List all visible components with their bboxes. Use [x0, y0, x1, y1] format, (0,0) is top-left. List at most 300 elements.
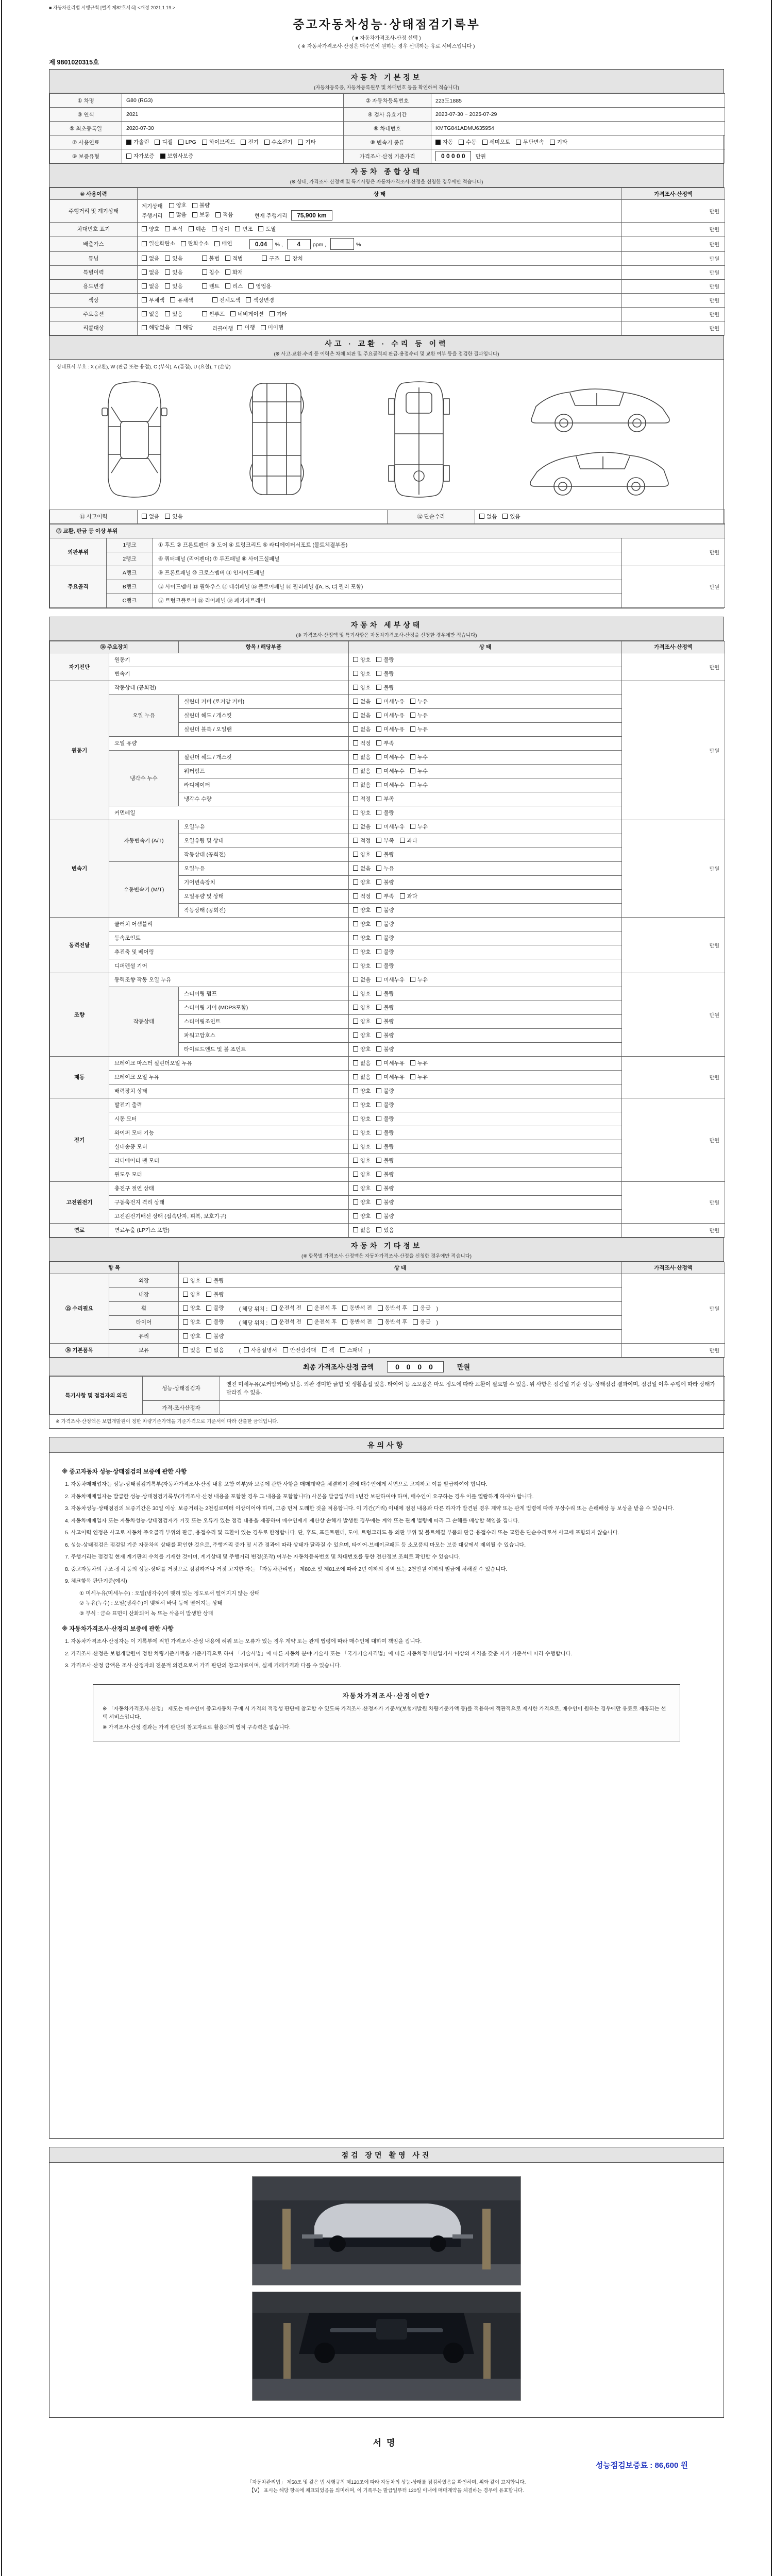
checkbox-box[interactable] — [142, 325, 147, 330]
checkbox-option[interactable] — [376, 878, 394, 886]
checkbox-box[interactable] — [340, 1347, 345, 1352]
checkbox-option[interactable] — [353, 837, 371, 844]
checkbox-box[interactable] — [376, 893, 381, 899]
checkbox-option[interactable] — [183, 1346, 200, 1354]
checkbox-option[interactable] — [192, 201, 210, 209]
checkbox-option[interactable] — [376, 837, 394, 844]
checkbox-box[interactable] — [376, 991, 381, 996]
checkbox-option[interactable] — [189, 225, 206, 233]
checkbox-box[interactable] — [353, 1116, 358, 1121]
checkbox-box[interactable] — [353, 866, 358, 871]
checkbox-option[interactable] — [376, 767, 405, 775]
checkbox-option[interactable] — [165, 268, 182, 276]
checkbox-box[interactable] — [165, 514, 170, 519]
checkbox-box[interactable] — [202, 269, 207, 275]
checkbox-box[interactable] — [353, 907, 358, 912]
checkbox-box[interactable] — [410, 1074, 415, 1079]
checkbox-box[interactable] — [378, 1306, 383, 1311]
checkbox-box[interactable] — [353, 1019, 358, 1024]
checkbox-box[interactable] — [376, 963, 381, 968]
checkbox-option[interactable] — [376, 781, 405, 789]
checkbox-option[interactable] — [516, 138, 544, 146]
checkbox-box[interactable] — [376, 977, 381, 982]
checkbox-box[interactable] — [225, 283, 230, 289]
checkbox-box[interactable] — [353, 879, 358, 885]
checkbox-box[interactable] — [244, 1347, 249, 1352]
checkbox-box[interactable] — [261, 325, 266, 330]
checkbox-option[interactable] — [376, 934, 394, 942]
checkbox-option[interactable] — [376, 1031, 394, 1039]
checkbox-box[interactable] — [376, 1005, 381, 1010]
checkbox-option[interactable] — [482, 138, 511, 146]
checkbox-box[interactable] — [376, 671, 381, 676]
checkbox-box[interactable] — [264, 140, 270, 145]
checkbox-box[interactable] — [376, 1172, 381, 1177]
checkbox-box[interactable] — [215, 212, 221, 217]
checkbox-box[interactable] — [410, 726, 415, 732]
checkbox-option[interactable] — [353, 823, 371, 831]
checkbox-box[interactable] — [353, 935, 358, 940]
checkbox-option[interactable] — [183, 1291, 200, 1298]
checkbox-option[interactable] — [400, 892, 417, 900]
checkbox-option[interactable] — [206, 1304, 224, 1312]
checkbox-option[interactable] — [126, 138, 149, 146]
checkbox-box[interactable] — [353, 1074, 358, 1079]
checkbox-box[interactable] — [376, 1032, 381, 1038]
checkbox-option[interactable] — [206, 1346, 224, 1354]
checkbox-box[interactable] — [206, 1333, 211, 1338]
checkbox-option[interactable] — [235, 225, 253, 233]
checkbox-box[interactable] — [353, 796, 358, 801]
checkbox-option[interactable] — [183, 1332, 200, 1340]
checkbox-box[interactable] — [376, 1116, 381, 1121]
checkbox-option[interactable] — [283, 1346, 316, 1354]
checkbox-option[interactable] — [353, 865, 371, 872]
checkbox-box[interactable] — [142, 269, 147, 275]
checkbox-box[interactable] — [376, 1130, 381, 1135]
checkbox-option[interactable] — [142, 296, 164, 304]
checkbox-option[interactable] — [272, 1304, 301, 1312]
checkbox-option[interactable] — [353, 781, 371, 789]
checkbox-box[interactable] — [353, 685, 358, 690]
checkbox-option[interactable] — [376, 1184, 394, 1192]
checkbox-box[interactable] — [283, 1347, 288, 1352]
checkbox-box[interactable] — [376, 935, 381, 940]
checkbox-option[interactable] — [202, 310, 225, 318]
checkbox-option[interactable] — [165, 225, 182, 233]
checkbox-box[interactable] — [353, 1185, 358, 1191]
checkbox-option[interactable] — [376, 990, 394, 997]
checkbox-box[interactable] — [353, 740, 358, 745]
checkbox-box[interactable] — [183, 1319, 188, 1325]
checkbox-option[interactable] — [376, 711, 405, 719]
checkbox-box[interactable] — [376, 866, 381, 871]
checkbox-option[interactable] — [178, 139, 196, 145]
checkbox-box[interactable] — [353, 1158, 358, 1163]
checkbox-option[interactable] — [225, 255, 243, 262]
checkbox-option[interactable] — [353, 851, 371, 858]
checkbox-box[interactable] — [142, 226, 147, 231]
checkbox-box[interactable] — [235, 226, 240, 231]
checkbox-option[interactable] — [353, 1157, 371, 1164]
checkbox-box[interactable] — [165, 256, 170, 261]
checkbox-option[interactable] — [410, 1073, 428, 1081]
checkbox-option[interactable] — [376, 1212, 394, 1220]
checkbox-option[interactable] — [376, 725, 405, 733]
checkbox-box[interactable] — [376, 1074, 381, 1079]
checkbox-option[interactable] — [376, 920, 394, 928]
checkbox-box[interactable] — [376, 921, 381, 926]
checkbox-option[interactable] — [410, 823, 428, 831]
checkbox-box[interactable] — [142, 514, 147, 519]
checkbox-option[interactable] — [248, 282, 271, 290]
checkbox-option[interactable] — [202, 268, 220, 276]
checkbox-option[interactable] — [376, 753, 405, 761]
checkbox-box[interactable] — [353, 921, 358, 926]
checkbox-box[interactable] — [550, 140, 555, 145]
checkbox-box[interactable] — [202, 256, 207, 261]
checkbox-option[interactable] — [378, 1318, 408, 1326]
checkbox-option[interactable] — [353, 656, 371, 664]
checkbox-option[interactable] — [550, 138, 567, 146]
checkbox-option[interactable] — [376, 962, 394, 970]
checkbox-box[interactable] — [353, 1172, 358, 1177]
checkbox-option[interactable] — [307, 1304, 337, 1312]
checkbox-option[interactable] — [246, 296, 274, 304]
checkbox-option[interactable] — [322, 1346, 334, 1354]
checkbox-box[interactable] — [353, 824, 358, 829]
checkbox-option[interactable] — [183, 1277, 200, 1284]
checkbox-box[interactable] — [189, 226, 194, 231]
checkbox-option[interactable] — [353, 1198, 371, 1206]
checkbox-option[interactable] — [502, 513, 520, 520]
checkbox-box[interactable] — [376, 1144, 381, 1149]
checkbox-option[interactable] — [170, 296, 193, 304]
checkbox-option[interactable] — [376, 698, 405, 705]
checkbox-box[interactable] — [206, 1306, 211, 1311]
checkbox-box[interactable] — [285, 256, 290, 261]
checkbox-box[interactable] — [353, 1046, 358, 1052]
checkbox-option[interactable] — [353, 725, 371, 733]
checkbox-option[interactable] — [142, 240, 175, 247]
checkbox-option[interactable] — [376, 809, 394, 817]
checkbox-box[interactable] — [142, 241, 147, 246]
checkbox-box[interactable] — [410, 824, 415, 829]
checkbox-option[interactable] — [307, 1318, 337, 1326]
checkbox-box[interactable] — [353, 893, 358, 899]
checkbox-box[interactable] — [376, 1046, 381, 1052]
checkbox-option[interactable] — [410, 725, 428, 733]
checkbox-box[interactable] — [413, 1319, 418, 1325]
checkbox-box[interactable] — [353, 768, 358, 773]
checkbox-box[interactable] — [181, 241, 186, 246]
checkbox-box[interactable] — [353, 852, 358, 857]
checkbox-option[interactable] — [241, 138, 258, 146]
checkbox-box[interactable] — [202, 283, 207, 289]
checkbox-option[interactable] — [165, 310, 182, 318]
checkbox-box[interactable] — [353, 838, 358, 843]
checkbox-option[interactable] — [169, 211, 187, 218]
checkbox-box[interactable] — [435, 140, 441, 145]
checkbox-option[interactable] — [165, 282, 182, 290]
checkbox-box[interactable] — [142, 311, 147, 316]
checkbox-box[interactable] — [378, 1319, 383, 1325]
checkbox-box[interactable] — [353, 699, 358, 704]
checkbox-box[interactable] — [376, 768, 381, 773]
checkbox-option[interactable] — [413, 1318, 430, 1326]
checkbox-option[interactable] — [376, 1198, 394, 1206]
checkbox-option[interactable] — [142, 268, 159, 276]
checkbox-option[interactable] — [376, 892, 394, 900]
checkbox-option[interactable] — [212, 225, 229, 233]
checkbox-box[interactable] — [376, 852, 381, 857]
checkbox-box[interactable] — [376, 782, 381, 787]
checkbox-option[interactable] — [353, 878, 371, 886]
checkbox-box[interactable] — [206, 1278, 211, 1283]
checkbox-option[interactable] — [376, 1143, 394, 1150]
checkbox-option[interactable] — [376, 1087, 394, 1095]
checkbox-box[interactable] — [202, 140, 207, 145]
checkbox-box[interactable] — [376, 1227, 381, 1232]
checkbox-box[interactable] — [202, 311, 207, 316]
checkbox-option[interactable] — [376, 1059, 405, 1067]
checkbox-box[interactable] — [192, 212, 197, 217]
checkbox-option[interactable] — [353, 1101, 371, 1109]
checkbox-box[interactable] — [353, 1227, 358, 1232]
checkbox-box[interactable] — [160, 154, 165, 159]
checkbox-option[interactable] — [353, 1073, 371, 1081]
checkbox-option[interactable] — [142, 255, 159, 262]
checkbox-option[interactable] — [142, 513, 159, 520]
checkbox-option[interactable] — [376, 739, 394, 747]
checkbox-box[interactable] — [353, 1032, 358, 1038]
checkbox-box[interactable] — [353, 1060, 358, 1065]
checkbox-box[interactable] — [178, 140, 183, 145]
checkbox-option[interactable] — [410, 976, 428, 984]
checkbox-option[interactable] — [142, 282, 159, 290]
checkbox-option[interactable] — [378, 1304, 408, 1312]
checkbox-option[interactable] — [202, 282, 220, 290]
checkbox-option[interactable] — [376, 1226, 394, 1234]
checkbox-option[interactable] — [206, 1318, 224, 1326]
checkbox-option[interactable] — [410, 1059, 428, 1067]
checkbox-box[interactable] — [353, 810, 358, 815]
checkbox-option[interactable] — [376, 1171, 394, 1178]
checkbox-box[interactable] — [376, 740, 381, 745]
checkbox-option[interactable] — [376, 851, 394, 858]
checkbox-box[interactable] — [206, 1292, 211, 1297]
checkbox-box[interactable] — [307, 1319, 312, 1325]
checkbox-option[interactable] — [353, 892, 371, 900]
checkbox-option[interactable] — [353, 684, 371, 691]
checkbox-option[interactable] — [353, 976, 371, 984]
checkbox-box[interactable] — [376, 657, 381, 662]
checkbox-box[interactable] — [214, 241, 220, 246]
checkbox-option[interactable] — [376, 1073, 405, 1081]
checkbox-box[interactable] — [169, 203, 174, 208]
checkbox-option[interactable] — [410, 781, 428, 789]
checkbox-box[interactable] — [376, 810, 381, 815]
checkbox-option[interactable] — [244, 1346, 277, 1354]
checkbox-box[interactable] — [241, 140, 246, 145]
checkbox-option[interactable] — [353, 1045, 371, 1053]
checkbox-box[interactable] — [376, 907, 381, 912]
checkbox-box[interactable] — [376, 1019, 381, 1024]
checkbox-box[interactable] — [165, 283, 170, 289]
checkbox-option[interactable] — [237, 324, 255, 331]
checkbox-box[interactable] — [183, 1347, 188, 1352]
checkbox-box[interactable] — [353, 754, 358, 759]
checkbox-option[interactable] — [160, 152, 194, 160]
checkbox-box[interactable] — [459, 140, 464, 145]
checkbox-option[interactable] — [353, 670, 371, 677]
checkbox-option[interactable] — [206, 1332, 224, 1340]
checkbox-box[interactable] — [183, 1292, 188, 1297]
checkbox-box[interactable] — [353, 726, 358, 732]
checkbox-box[interactable] — [183, 1278, 188, 1283]
checkbox-option[interactable] — [435, 138, 453, 146]
checkbox-option[interactable] — [376, 1018, 394, 1025]
checkbox-option[interactable] — [206, 1291, 224, 1298]
checkbox-box[interactable] — [225, 256, 230, 261]
checkbox-option[interactable] — [353, 1018, 371, 1025]
checkbox-box[interactable] — [142, 256, 147, 261]
checkbox-option[interactable] — [353, 1031, 371, 1039]
checkbox-option[interactable] — [376, 906, 394, 914]
checkbox-box[interactable] — [212, 226, 217, 231]
checkbox-box[interactable] — [410, 782, 415, 787]
checkbox-box[interactable] — [376, 685, 381, 690]
checkbox-option[interactable] — [169, 201, 187, 209]
checkbox-box[interactable] — [353, 1005, 358, 1010]
checkbox-option[interactable] — [342, 1318, 372, 1326]
checkbox-box[interactable] — [206, 1319, 211, 1325]
checkbox-box[interactable] — [272, 1306, 277, 1311]
checkbox-option[interactable] — [176, 324, 193, 331]
checkbox-option[interactable] — [202, 255, 220, 262]
checkbox-box[interactable] — [376, 838, 381, 843]
checkbox-box[interactable] — [170, 297, 175, 302]
checkbox-option[interactable] — [353, 1059, 371, 1067]
checkbox-option[interactable] — [353, 990, 371, 997]
checkbox-box[interactable] — [353, 1213, 358, 1218]
checkbox-option[interactable] — [272, 1318, 301, 1326]
checkbox-box[interactable] — [353, 1130, 358, 1135]
checkbox-option[interactable] — [353, 1129, 371, 1137]
checkbox-option[interactable] — [353, 1226, 371, 1234]
checkbox-box[interactable] — [142, 297, 147, 302]
checkbox-box[interactable] — [353, 782, 358, 787]
checkbox-box[interactable] — [192, 203, 197, 208]
checkbox-option[interactable] — [142, 310, 159, 318]
checkbox-option[interactable] — [376, 1157, 394, 1164]
checkbox-box[interactable] — [353, 991, 358, 996]
checkbox-box[interactable] — [126, 140, 131, 145]
checkbox-option[interactable] — [353, 1115, 371, 1123]
checkbox-box[interactable] — [298, 140, 303, 145]
checkbox-box[interactable] — [142, 283, 147, 289]
checkbox-box[interactable] — [342, 1319, 347, 1325]
checkbox-option[interactable] — [410, 711, 428, 719]
checkbox-box[interactable] — [183, 1333, 188, 1338]
checkbox-box[interactable] — [413, 1306, 418, 1311]
checkbox-option[interactable] — [261, 324, 283, 331]
checkbox-option[interactable] — [126, 152, 155, 160]
checkbox-option[interactable] — [459, 138, 476, 146]
checkbox-option[interactable] — [413, 1304, 430, 1312]
checkbox-option[interactable] — [376, 976, 405, 984]
checkbox-box[interactable] — [353, 671, 358, 676]
checkbox-option[interactable] — [353, 795, 371, 803]
checkbox-box[interactable] — [376, 754, 381, 759]
checkbox-option[interactable] — [353, 1212, 371, 1220]
checkbox-option[interactable] — [165, 513, 182, 520]
checkbox-option[interactable] — [353, 934, 371, 942]
checkbox-box[interactable] — [206, 1347, 211, 1352]
checkbox-option[interactable] — [353, 1143, 371, 1150]
checkbox-box[interactable] — [225, 269, 230, 275]
checkbox-box[interactable] — [353, 949, 358, 954]
checkbox-box[interactable] — [410, 754, 415, 759]
checkbox-option[interactable] — [376, 865, 394, 872]
checkbox-option[interactable] — [353, 906, 371, 914]
checkbox-box[interactable] — [183, 1306, 188, 1311]
checkbox-option[interactable] — [353, 809, 371, 817]
checkbox-option[interactable] — [353, 1171, 371, 1178]
checkbox-option[interactable] — [376, 948, 394, 956]
checkbox-box[interactable] — [400, 838, 405, 843]
checkbox-option[interactable] — [353, 711, 371, 719]
checkbox-box[interactable] — [502, 514, 508, 519]
checkbox-box[interactable] — [410, 1060, 415, 1065]
checkbox-box[interactable] — [272, 1319, 277, 1325]
checkbox-option[interactable] — [376, 1045, 394, 1053]
checkbox-option[interactable] — [142, 324, 170, 331]
checkbox-box[interactable] — [482, 140, 488, 145]
checkbox-box[interactable] — [353, 1088, 358, 1093]
checkbox-box[interactable] — [376, 713, 381, 718]
checkbox-option[interactable] — [353, 698, 371, 705]
checkbox-option[interactable] — [183, 1318, 200, 1326]
checkbox-box[interactable] — [376, 949, 381, 954]
checkbox-box[interactable] — [155, 140, 160, 145]
checkbox-box[interactable] — [258, 226, 263, 231]
checkbox-option[interactable] — [353, 1184, 371, 1192]
checkbox-box[interactable] — [353, 713, 358, 718]
checkbox-box[interactable] — [353, 1102, 358, 1107]
checkbox-option[interactable] — [376, 1129, 394, 1137]
checkbox-box[interactable] — [248, 283, 254, 289]
checkbox-box[interactable] — [307, 1306, 312, 1311]
checkbox-option[interactable] — [410, 698, 428, 705]
checkbox-option[interactable] — [264, 138, 293, 146]
checkbox-box[interactable] — [353, 657, 358, 662]
checkbox-box[interactable] — [342, 1306, 347, 1311]
checkbox-box[interactable] — [126, 154, 131, 159]
checkbox-box[interactable] — [353, 977, 358, 982]
checkbox-option[interactable] — [353, 767, 371, 775]
checkbox-box[interactable] — [230, 311, 236, 316]
checkbox-option[interactable] — [353, 948, 371, 956]
checkbox-box[interactable] — [353, 963, 358, 968]
checkbox-box[interactable] — [353, 1144, 358, 1149]
checkbox-option[interactable] — [410, 753, 428, 761]
checkbox-option[interactable] — [206, 1277, 224, 1284]
checkbox-option[interactable] — [142, 225, 159, 233]
checkbox-option[interactable] — [285, 255, 303, 262]
checkbox-box[interactable] — [376, 1213, 381, 1218]
checkbox-box[interactable] — [237, 325, 242, 330]
